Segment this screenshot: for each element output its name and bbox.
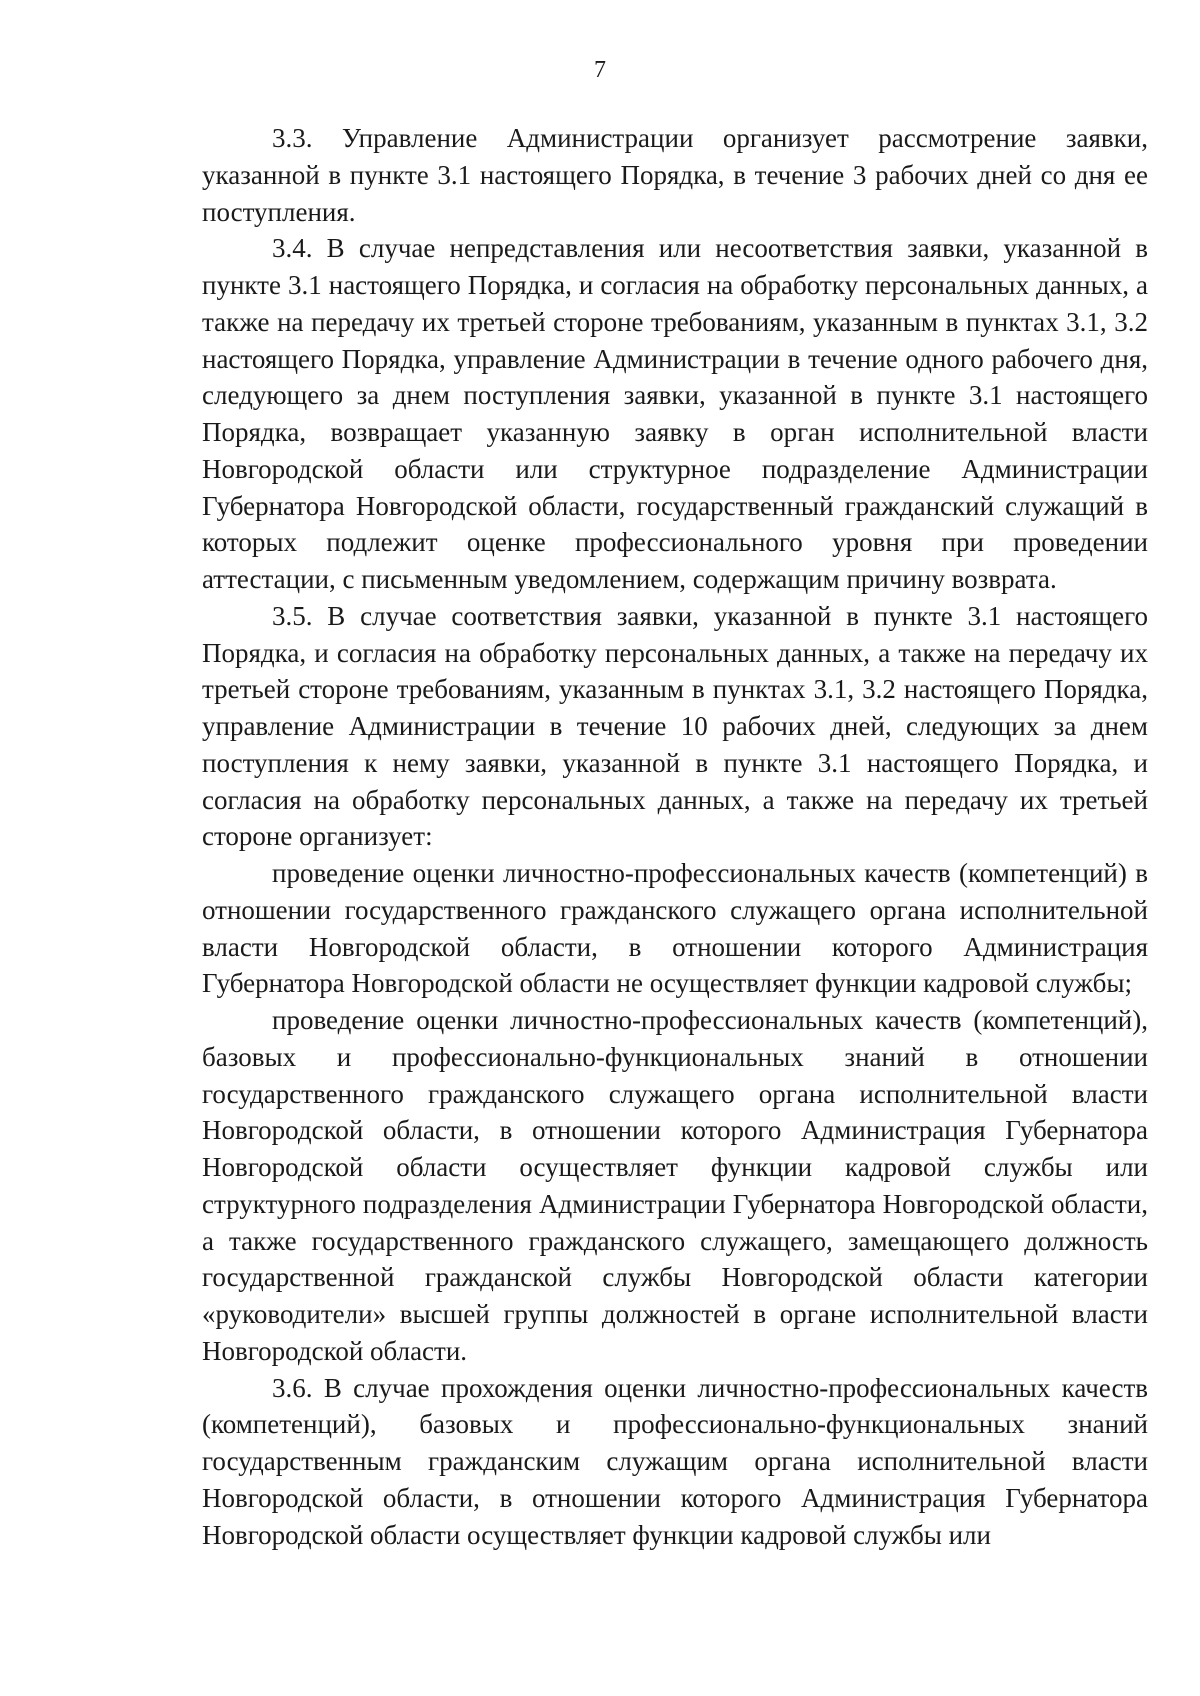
paragraph-3-4: 3.4. В случае непредставления или несоответствия заявки, указанной в пункте 3.1 настоящего Порядка, и согласия на обработку персональных данных, а также на передачу их третьей стороне требованиям, указанным в пунктах 3.1, 3.2 настоящего Порядка, управление Администрации в течение одного рабочего дня, следующего за днем поступления заявки, указанной в пункте 3.1 настоящего Порядка, возвращает указанную заявку в орган исполнительной власти Новгородской области или структурное подразделение Администрации Губернатора Новгородской области, государственный гражданский служащий в которых подлежит оценке профессионального уровня при проведении аттестации, с письменным уведомлением, содержащим причину возврата. xyxy=(202,233,1148,594)
paragraph-3-5: 3.5. В случае соответствия заявки, указанной в пункте 3.1 настоящего Порядка, и согласия на обработку персональных данных, а также на передачу их третьей стороне требованиям, указанным в пунктах 3.1, 3.2 настоящего Порядка, управление Администрации в течение 10 рабочих дней, следующих за днем поступления к нему заявки, указанной в пункте 3.1 настоящего Порядка, и согласия на обработку персональных данных, а также на передачу их третьей стороне организует: xyxy=(202,600,1148,852)
paragraph-3-5-item-1: проведение оценки личностно-профессиональных качеств (компетенций) в отношении государственного гражданского служащего органа исполнительной власти Новгородской области, в отношении которого Администрация Губернатора Новгородской области не осуществляет функции кадровой службы; xyxy=(202,858,1148,999)
paragraph-3-3: 3.3. Управление Администрации организует рассмотрение заявки, указанной в пункте 3.1 настоящего Порядка, в течение 3 рабочих дней со дня ее поступления. xyxy=(202,123,1148,227)
paragraph-3-5-item-2: проведение оценки личностно-профессиональных качеств (компетенций), базовых и профессионально-функциональных знаний в отношении государственного гражданского служащего органа исполнительной власти Новгородской области, в отношении которого Администрация Губернатора Новгородской области осуществляет функции кадровой службы или структурного подразделения Администрации Губернатора Новгородской области, а также государственного гражданского служащего, замещающего должность государственной гражданской службы Новгородской области категории «руководители» высшей группы должностей в органе исполнительной власти Новгородской области. xyxy=(202,1005,1148,1366)
paragraph-3-6: 3.6. В случае прохождения оценки личностно-профессиональных качеств (компетенций), базовых и профессионально-функциональных знаний государственным гражданским служащим органа исполнительной власти Новгородской области, в отношении которого Администрация Губернатора Новгородской области осуществляет функции кадровой службы или xyxy=(202,1372,1148,1550)
document-body xyxy=(202,120,1148,1553)
page-number: 7 xyxy=(594,57,606,83)
